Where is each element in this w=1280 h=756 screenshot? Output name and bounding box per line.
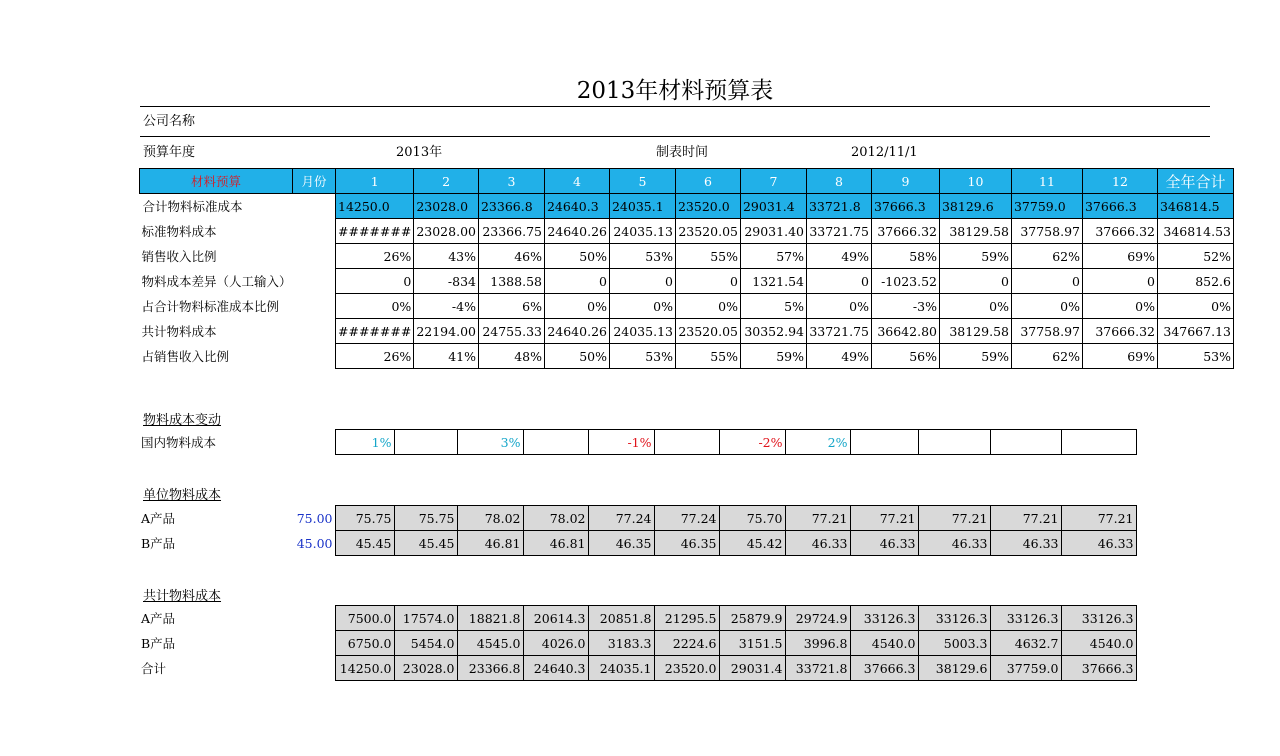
- variation-cell[interactable]: [918, 430, 990, 455]
- month-header-11[interactable]: 11: [1011, 169, 1082, 194]
- total-cost-cell[interactable]: 14250.0: [335, 656, 394, 681]
- data-cell[interactable]: 1388.58: [478, 269, 544, 294]
- month-header-9[interactable]: 9: [871, 169, 939, 194]
- total-cost-cell[interactable]: 21295.5: [654, 606, 719, 631]
- variation-cell[interactable]: [1061, 430, 1136, 455]
- total-cost-row: [139, 631, 1212, 656]
- data-cell[interactable]: 22194.00: [414, 319, 479, 344]
- total-cost-cell[interactable]: 33126.3: [918, 606, 990, 631]
- total-cost-cell[interactable]: 5003.3: [918, 631, 990, 656]
- total-cost-cell[interactable]: 20851.8: [588, 606, 654, 631]
- variation-cell[interactable]: [654, 430, 719, 455]
- unit-cost-cell[interactable]: 46.33: [990, 531, 1061, 556]
- data-cell[interactable]: 41%: [414, 344, 479, 369]
- data-cell[interactable]: 69%: [1082, 344, 1157, 369]
- unit-cost-cell[interactable]: 77.24: [654, 506, 719, 531]
- variation-row: [139, 430, 1212, 455]
- total-cost-cell[interactable]: 18821.8: [457, 606, 523, 631]
- variation-cell[interactable]: 2%: [785, 430, 850, 455]
- total-cost-cell[interactable]: 37666.3: [1061, 656, 1136, 681]
- data-cell[interactable]: 0: [806, 269, 871, 294]
- month-header-2[interactable]: 2: [414, 169, 479, 194]
- data-cell[interactable]: 26%: [336, 244, 414, 269]
- total-cost-cell[interactable]: 7500.0: [335, 606, 394, 631]
- header-row: [140, 169, 1234, 194]
- data-cell[interactable]: 24755.33: [478, 319, 544, 344]
- unit-cost-cell[interactable]: 77.21: [785, 506, 850, 531]
- summary-cell[interactable]: 37666.3: [871, 194, 939, 219]
- month-header-6[interactable]: 6: [675, 169, 740, 194]
- data-cell[interactable]: 37666.32: [1082, 219, 1157, 244]
- data-cell[interactable]: 69%: [1082, 244, 1157, 269]
- unit-cost-cell[interactable]: 77.21: [850, 506, 918, 531]
- data-cell[interactable]: 36642.80: [871, 319, 939, 344]
- data-cell[interactable]: 23028.00: [414, 219, 479, 244]
- data-cell[interactable]: 30352.94: [740, 319, 806, 344]
- unit-cost-cell[interactable]: 77.24: [588, 506, 654, 531]
- data-cell[interactable]: 56%: [871, 344, 939, 369]
- data-cell[interactable]: 0: [336, 269, 414, 294]
- data-cell[interactable]: -4%: [414, 294, 479, 319]
- data-cell[interactable]: 46%: [478, 244, 544, 269]
- unit-cost-cell[interactable]: 75.75: [394, 506, 457, 531]
- variation-cell[interactable]: [990, 430, 1061, 455]
- unit-cost-cell[interactable]: 77.21: [918, 506, 990, 531]
- month-header-3[interactable]: 3: [478, 169, 544, 194]
- summary-cell[interactable]: 23366.8: [478, 194, 544, 219]
- data-cell[interactable]: 62%: [1011, 344, 1082, 369]
- total-cost-cell[interactable]: 38129.6: [918, 656, 990, 681]
- data-cell[interactable]: 58%: [871, 244, 939, 269]
- summary-label[interactable]: 合计物料标准成本: [140, 194, 336, 219]
- data-cell[interactable]: 38129.58: [939, 219, 1011, 244]
- table-row: [140, 294, 1234, 319]
- month-header-10[interactable]: 10: [939, 169, 1011, 194]
- variation-cell[interactable]: [394, 430, 457, 455]
- data-cell[interactable]: 0%: [1157, 294, 1233, 319]
- month-header[interactable]: 月份: [293, 169, 336, 194]
- unit-cost-section-title: 单位物料成本: [143, 488, 222, 503]
- data-cell[interactable]: 55%: [675, 244, 740, 269]
- unit-cost-cell[interactable]: 77.21: [990, 506, 1061, 531]
- data-cell[interactable]: 37758.97: [1011, 219, 1082, 244]
- total-cost-cell[interactable]: 29724.9: [785, 606, 850, 631]
- data-cell[interactable]: 0%: [1011, 294, 1082, 319]
- total-cost-cell[interactable]: 37759.0: [990, 656, 1061, 681]
- summary-cell[interactable]: 23520.0: [675, 194, 740, 219]
- data-cell[interactable]: 37666.32: [1082, 319, 1157, 344]
- month-header-4[interactable]: 4: [544, 169, 609, 194]
- meta-row: [140, 140, 1210, 166]
- data-cell[interactable]: 50%: [544, 344, 609, 369]
- data-cell[interactable]: 24035.13: [609, 219, 675, 244]
- unit-cost-cell[interactable]: 45.42: [719, 531, 785, 556]
- variation-label[interactable]: 国内物料成本: [141, 435, 217, 450]
- row-label[interactable]: 占销售收入比例: [141, 349, 230, 364]
- data-cell[interactable]: 59%: [939, 244, 1011, 269]
- data-cell[interactable]: 53%: [1157, 344, 1233, 369]
- base-unit-cost[interactable]: 75.00: [296, 510, 333, 526]
- unit-cost-cell[interactable]: 46.33: [785, 531, 850, 556]
- table-row: [140, 244, 1234, 269]
- summary-row: [140, 194, 1234, 219]
- month-header-7[interactable]: 7: [740, 169, 806, 194]
- data-cell[interactable]: 0%: [609, 294, 675, 319]
- total-cost-cell[interactable]: 20614.3: [523, 606, 588, 631]
- data-cell[interactable]: 0: [675, 269, 740, 294]
- row-label[interactable]: 占合计物料标准成本比例: [141, 299, 280, 314]
- total-cost-cell[interactable]: 5454.0: [394, 631, 457, 656]
- total-cost-cell[interactable]: 4632.7: [990, 631, 1061, 656]
- budget-header[interactable]: 材料预算: [140, 169, 293, 194]
- total-cost-cell[interactable]: 2224.6: [654, 631, 719, 656]
- variation-section-title: 物料成本变动: [143, 413, 222, 428]
- product-label[interactable]: A产品: [141, 611, 176, 626]
- total-cost-cell[interactable]: 23520.0: [654, 656, 719, 681]
- data-cell[interactable]: 33721.75: [806, 219, 871, 244]
- unit-cost-cell[interactable]: 45.45: [335, 531, 394, 556]
- total-cost-cell[interactable]: 3183.3: [588, 631, 654, 656]
- total-cost-cell[interactable]: 3151.5: [719, 631, 785, 656]
- date-label: 制表时间: [656, 145, 709, 160]
- data-cell[interactable]: #######: [336, 319, 414, 344]
- summary-cell[interactable]: 24035.1: [609, 194, 675, 219]
- month-header-12[interactable]: 12: [1082, 169, 1157, 194]
- data-cell[interactable]: 43%: [414, 244, 479, 269]
- product-label[interactable]: A产品: [141, 511, 176, 526]
- data-cell[interactable]: 59%: [740, 344, 806, 369]
- unit-cost-cell[interactable]: 45.45: [394, 531, 457, 556]
- month-header-1[interactable]: 1: [336, 169, 414, 194]
- summary-cell[interactable]: 37759.0: [1011, 194, 1082, 219]
- data-cell[interactable]: 38129.58: [939, 319, 1011, 344]
- data-cell[interactable]: #######: [336, 219, 414, 244]
- data-cell[interactable]: 49%: [806, 344, 871, 369]
- summary-cell[interactable]: 24640.3: [544, 194, 609, 219]
- product-label[interactable]: 合计: [141, 661, 167, 676]
- total-cost-cell[interactable]: 17574.0: [394, 606, 457, 631]
- data-cell[interactable]: 53%: [609, 344, 675, 369]
- summary-cell[interactable]: 23028.0: [414, 194, 479, 219]
- unit-cost-cell[interactable]: 46.33: [918, 531, 990, 556]
- variation-cell[interactable]: -2%: [719, 430, 785, 455]
- variation-cell[interactable]: 1%: [335, 430, 394, 455]
- row-label[interactable]: 标准物料成本: [141, 224, 217, 239]
- unit-cost-table: [139, 505, 1212, 556]
- summary-cell[interactable]: 38129.6: [939, 194, 1011, 219]
- unit-cost-cell[interactable]: 46.81: [457, 531, 523, 556]
- data-cell[interactable]: 0%: [336, 294, 414, 319]
- data-cell[interactable]: 852.6: [1157, 269, 1233, 294]
- data-cell[interactable]: 5%: [740, 294, 806, 319]
- summary-cell[interactable]: 33721.8: [806, 194, 871, 219]
- data-cell[interactable]: 346814.53: [1157, 219, 1233, 244]
- data-cell[interactable]: 23520.05: [675, 219, 740, 244]
- variation-cell[interactable]: [850, 430, 918, 455]
- month-header-8[interactable]: 8: [806, 169, 871, 194]
- row-label[interactable]: 共计物料成本: [141, 324, 217, 339]
- year-value[interactable]: 2013年: [396, 145, 443, 160]
- table-row: [140, 269, 1234, 294]
- table-row: [140, 219, 1234, 244]
- data-cell[interactable]: 23366.75: [478, 219, 544, 244]
- total-cost-row: [139, 606, 1212, 631]
- data-cell[interactable]: 49%: [806, 244, 871, 269]
- unit-cost-cell[interactable]: 46.33: [850, 531, 918, 556]
- data-cell[interactable]: 0%: [939, 294, 1011, 319]
- data-cell[interactable]: 53%: [609, 244, 675, 269]
- data-cell[interactable]: 0: [1011, 269, 1082, 294]
- total-cost-cell[interactable]: 4545.0: [457, 631, 523, 656]
- total-cost-cell[interactable]: 25879.9: [719, 606, 785, 631]
- data-cell[interactable]: 6%: [478, 294, 544, 319]
- data-cell[interactable]: 24035.13: [609, 319, 675, 344]
- total-cost-cell[interactable]: 24035.1: [588, 656, 654, 681]
- unit-cost-cell[interactable]: 75.75: [335, 506, 394, 531]
- data-cell[interactable]: 26%: [336, 344, 414, 369]
- total-cost-cell[interactable]: 33126.3: [1061, 606, 1136, 631]
- total-cost-cell[interactable]: 29031.4: [719, 656, 785, 681]
- data-cell[interactable]: 50%: [544, 244, 609, 269]
- date-value[interactable]: 2012/11/1: [851, 145, 918, 160]
- variation-cell[interactable]: -1%: [588, 430, 654, 455]
- unit-cost-cell[interactable]: 78.02: [457, 506, 523, 531]
- data-cell[interactable]: 23520.05: [675, 319, 740, 344]
- total-cost-cell[interactable]: 4540.0: [1061, 631, 1136, 656]
- data-cell[interactable]: 62%: [1011, 244, 1082, 269]
- unit-cost-cell[interactable]: 46.81: [523, 531, 588, 556]
- variation-table: [139, 429, 1212, 455]
- data-cell[interactable]: 1321.54: [740, 269, 806, 294]
- data-cell[interactable]: 57%: [740, 244, 806, 269]
- total-cost-cell[interactable]: 33721.8: [785, 656, 850, 681]
- total-cost-cell[interactable]: 23366.8: [457, 656, 523, 681]
- data-cell[interactable]: 29031.40: [740, 219, 806, 244]
- data-cell[interactable]: 55%: [675, 344, 740, 369]
- product-label[interactable]: B产品: [141, 536, 176, 551]
- total-cost-cell[interactable]: 33126.3: [990, 606, 1061, 631]
- unit-cost-cell[interactable]: 46.33: [1061, 531, 1136, 556]
- summary-cell[interactable]: 346814.5: [1157, 194, 1233, 219]
- row-label[interactable]: 销售收入比例: [141, 249, 217, 264]
- total-cost-cell[interactable]: 37666.3: [850, 656, 918, 681]
- data-cell[interactable]: -834: [414, 269, 479, 294]
- summary-cell[interactable]: 37666.3: [1082, 194, 1157, 219]
- company-row[interactable]: [140, 108, 1210, 137]
- summary-cell[interactable]: 29031.4: [740, 194, 806, 219]
- unit-cost-cell[interactable]: 46.35: [654, 531, 719, 556]
- data-cell[interactable]: -3%: [871, 294, 939, 319]
- product-label[interactable]: B产品: [141, 636, 176, 651]
- year-label: 预算年度: [143, 145, 196, 160]
- unit-cost-cell[interactable]: 46.35: [588, 531, 654, 556]
- unit-cost-cell[interactable]: 75.70: [719, 506, 785, 531]
- data-cell[interactable]: 0: [1082, 269, 1157, 294]
- total-cost-table: [139, 605, 1212, 681]
- data-cell[interactable]: 59%: [939, 344, 1011, 369]
- data-cell[interactable]: 0: [544, 269, 609, 294]
- data-cell[interactable]: 0: [939, 269, 1011, 294]
- unit-cost-cell[interactable]: 77.21: [1061, 506, 1136, 531]
- row-label[interactable]: 物料成本差异（人工输入）: [141, 274, 292, 289]
- unit-cost-row: [139, 506, 1212, 531]
- total-cost-section-title: 共计物料成本: [143, 589, 222, 604]
- data-cell[interactable]: 24640.26: [544, 219, 609, 244]
- data-cell[interactable]: 33721.75: [806, 319, 871, 344]
- data-cell[interactable]: 37666.32: [871, 219, 939, 244]
- total-cost-cell[interactable]: 4026.0: [523, 631, 588, 656]
- data-cell[interactable]: 0: [609, 269, 675, 294]
- sheet-title: 2013年材料预算表: [140, 76, 1210, 107]
- data-cell[interactable]: 347667.13: [1157, 319, 1233, 344]
- table-row: [140, 344, 1234, 369]
- total-cost-cell[interactable]: 3996.8: [785, 631, 850, 656]
- total-cost-cell[interactable]: 33126.3: [850, 606, 918, 631]
- data-cell[interactable]: 52%: [1157, 244, 1233, 269]
- data-cell[interactable]: 0%: [806, 294, 871, 319]
- data-cell[interactable]: 0%: [675, 294, 740, 319]
- total-header[interactable]: 全年合计: [1157, 169, 1233, 194]
- variation-cell[interactable]: [523, 430, 588, 455]
- total-cost-cell[interactable]: 6750.0: [335, 631, 394, 656]
- total-cost-cell[interactable]: 23028.0: [394, 656, 457, 681]
- total-cost-cell[interactable]: 4540.0: [850, 631, 918, 656]
- unit-cost-cell[interactable]: 78.02: [523, 506, 588, 531]
- data-cell[interactable]: 0%: [1082, 294, 1157, 319]
- data-cell[interactable]: -1023.52: [871, 269, 939, 294]
- variation-cell[interactable]: 3%: [457, 430, 523, 455]
- unit-cost-row: [139, 531, 1212, 556]
- data-cell[interactable]: 48%: [478, 344, 544, 369]
- budget-table: [139, 168, 1234, 369]
- summary-cell[interactable]: 14250.0: [336, 194, 414, 219]
- table-row: [140, 319, 1234, 344]
- data-cell[interactable]: 0%: [544, 294, 609, 319]
- base-unit-cost[interactable]: 45.00: [296, 535, 333, 551]
- company-label: 公司名称: [143, 114, 196, 129]
- total-cost-cell[interactable]: 24640.3: [523, 656, 588, 681]
- total-cost-row: [139, 656, 1212, 681]
- month-header-5[interactable]: 5: [609, 169, 675, 194]
- data-cell[interactable]: 37758.97: [1011, 319, 1082, 344]
- data-cell[interactable]: 24640.26: [544, 319, 609, 344]
